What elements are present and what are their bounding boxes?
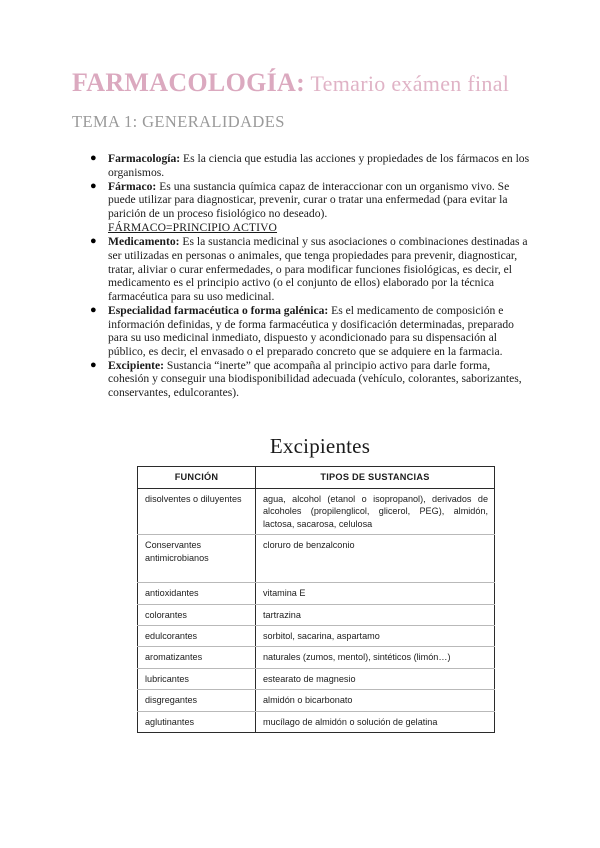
list-item [82,359,534,400]
cell-sustancias: sorbitol, sacarina, aspartamo [256,625,495,646]
table-row [138,647,495,668]
cell-sustancias: tartrazina [256,604,495,625]
cell-funcion: aromatizantes [138,647,256,668]
table-title: Excipientes [269,434,371,458]
definition-body [108,304,534,358]
table-row [138,535,495,583]
document-header [72,68,542,99]
list-item [82,180,534,221]
cell-funcion: Conservantes antimicrobianos [138,535,256,583]
bullet-icon: ● [90,303,97,316]
definition-body [108,180,534,221]
cell-sustancias: cloruro de benzalconio [256,535,495,583]
table-header-row [138,467,495,489]
table-row [138,668,495,689]
cell-funcion: disolventes o diluyentes [138,488,256,534]
cell-sustancias: estearato de magnesio [256,668,495,689]
definition-term: Farmacología: [108,152,181,165]
definition-term: Especialidad farmacéutica o forma galénica: [108,303,329,317]
cell-funcion: edulcorantes [138,625,256,646]
bullet-icon: ● [90,179,97,192]
definition-text: Sustancia “inerte” que acompaña al principio activo para darle forma, cohesión y conseguir una biodisponibilidad adecuada (vehículo, colorantes, saborizantes, conservantes, edulcorantes). [108,358,522,399]
excipients-table-wrapper [137,466,494,733]
page-title-main: FARMACOLOGÍA: [72,68,306,97]
definition-term: Excipiente: [108,358,165,372]
definition-text: Es la sustancia medicinal y sus asociaciones o combinaciones destinadas a ser utilizadas en personas o animales, que tenga propiedades para prevenir, diagnosticar, tratar, aliviar o curar enfermedades, o para modificar funciones fisiológicas, es decir, el medicamento es el principio activo (o el conjunto de ellos) elaborado por la técnica farmacéutica para su uso medicinal. [108,235,528,303]
list-item [82,152,534,179]
definition-note: FÁRMACO=PRINCIPIO ACTIVO [108,220,278,234]
bullet-icon: ● [90,358,97,371]
definitions-list [82,152,534,400]
table-row [138,604,495,625]
table-row [138,690,495,711]
excipients-table [137,466,495,733]
table-row [138,488,495,534]
column-header-sustancias: TIPOS DE SUSTANCIAS [256,467,495,489]
page-title-sub: Temario exámen final [305,71,510,96]
table-row [138,711,495,732]
cell-funcion: lubricantes [138,668,256,689]
bullet-icon: ● [90,152,97,164]
cell-sustancias: almidón o bicarbonato [256,690,495,711]
table-row [138,625,495,646]
definition-term: Fármaco: [108,179,157,193]
column-header-funcion: FUNCIÓN [138,467,256,489]
definition-text: Es una sustancia química capaz de interaccionar con un organismo vivo. Se puede utilizar para diagnosticar, prevenir, curar o tratar una enfermedad (para evitar la parición de un proceso fisiológico no deseado). [108,179,510,220]
section-heading: TEMA 1: GENERALIDADES [72,112,285,131]
cell-funcion: colorantes [138,604,256,625]
list-item [82,304,534,358]
definition-body [108,359,534,400]
cell-sustancias: mucílago de almidón o solución de gelatina [256,711,495,732]
cell-sustancias: naturales (zumos, mentol), sintéticos (limón…) [256,647,495,668]
cell-funcion: antioxidantes [138,583,256,604]
cell-funcion: disgregantes [138,690,256,711]
definition-text: Es el medicamento de composición e información definidas, y de forma farmacéutica y dosificación determinadas, preparado para su uso medicinal inmediato, dispuesto y acondicionado para su dispensación al público, es decir, el envasado o el preparado concreto que se adquiere en la farmacia. [108,303,514,358]
cell-sustancias: vitamina E [256,583,495,604]
table-row [138,583,495,604]
definition-term: Medicamento: [108,235,180,249]
list-item [82,235,534,303]
definition-body [108,235,534,303]
bullet-icon: ● [90,235,97,248]
definition-text: Es la ciencia que estudia las acciones y propiedades de los fármacos en los organismos. [108,152,530,179]
page-title [72,68,542,99]
cell-funcion: aglutinantes [138,711,256,732]
definition-body [108,152,534,179]
cell-sustancias: agua, alcohol (etanol o isopropanol), derivados de alcoholes (propilenglicol, glicerol, PEG), almidón, lactosa, sacarosa, celulosa [256,488,495,534]
